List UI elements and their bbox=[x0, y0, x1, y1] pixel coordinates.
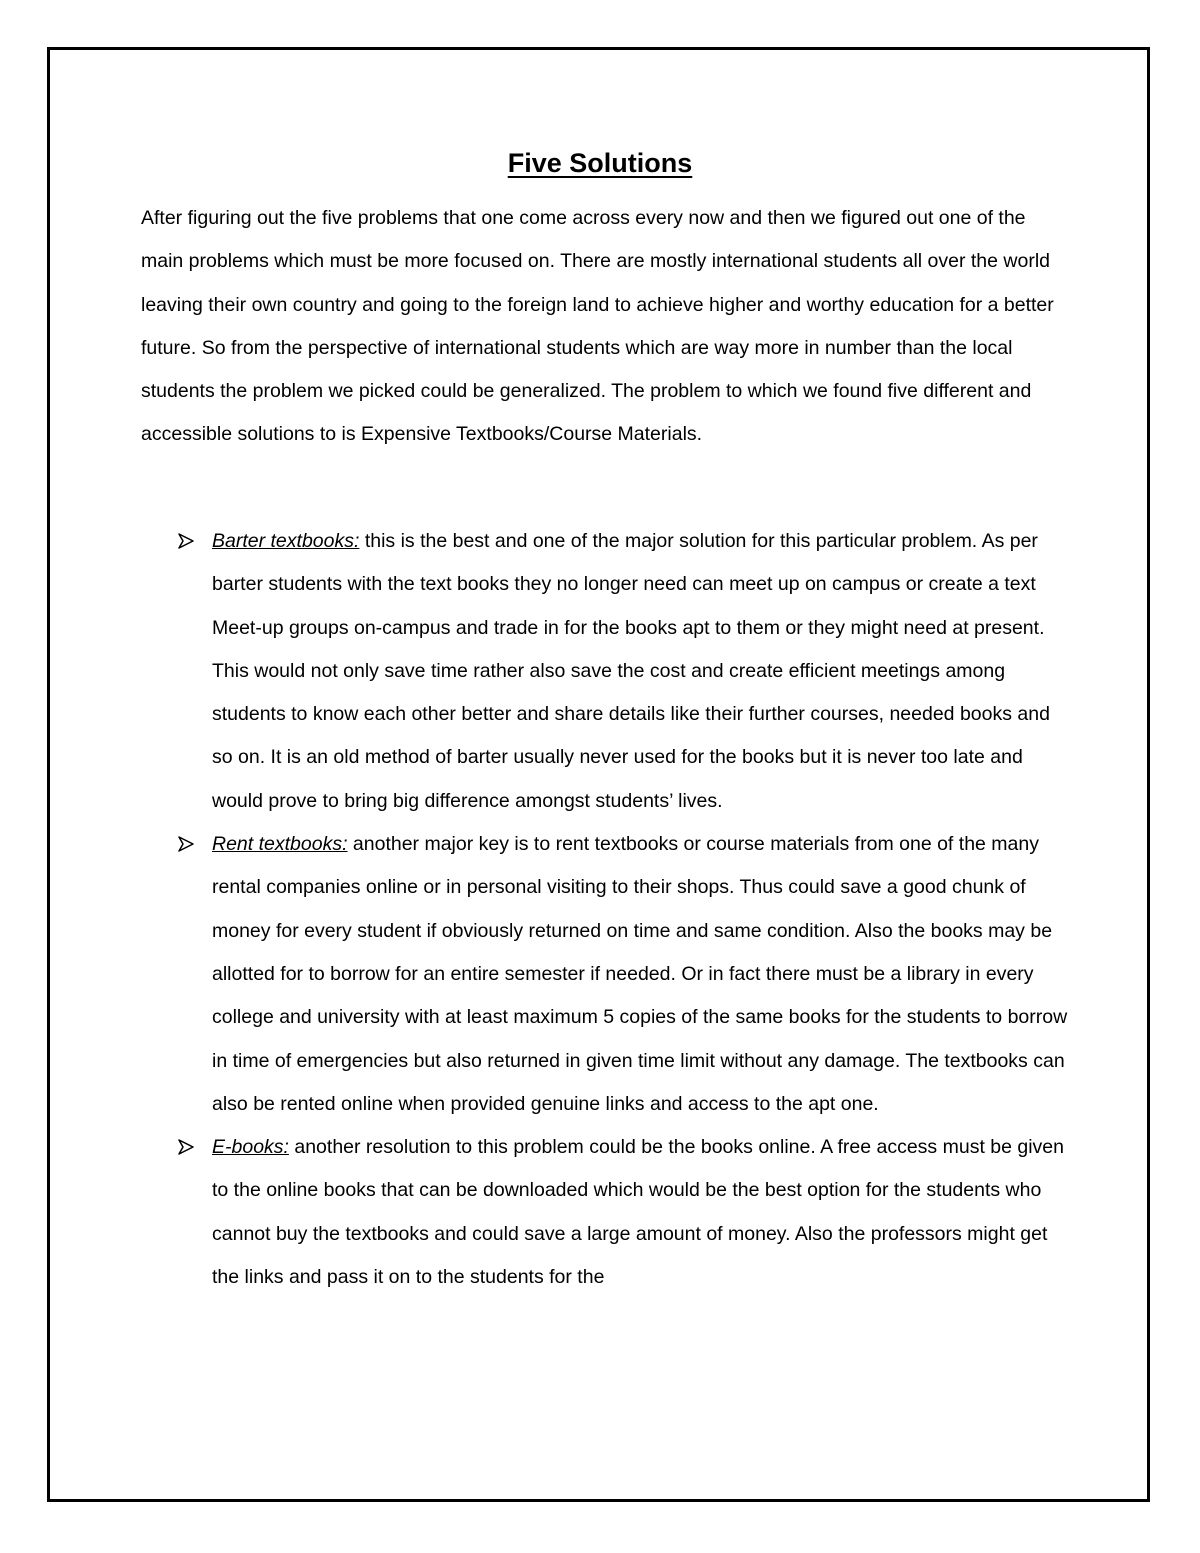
arrowhead-bullet-icon bbox=[176, 1137, 196, 1157]
solution-body: another major key is to rent textbooks or course materials from one of the many rental companies online or in personal visiting to their shops. Thus could save a good chunk of money for every student if obviously returned on time and same condition. Also the books may be allotted for to borrow for an entire semester if needed. Or in fact there must be a library in every college and university with at least maximum 5 copies of the same books for the students to borrow in time of emergencies but also returned in given time limit without any damage. The textbooks can also be rented online when provided genuine links and access to the apt one. bbox=[212, 833, 1068, 1115]
solution-item-rent bbox=[0, 823, 1200, 1126]
solution-item-ebooks bbox=[0, 1126, 1200, 1299]
solution-body: this is the best and one of the major solution for this particular problem. As per barter students with the text books they no longer need can meet up on campus or create a text Meet-up groups on-campus and trade in for the books apt to them or they might need at present. This would not only save time rather also save the cost and create efficient meetings among students to know each other better and share details like their further courses, needed books and so on. It is an old method of barter usually never used for the books but it is never too late and would prove to bring big difference amongst students’ lives. bbox=[212, 530, 1050, 812]
solutions-list bbox=[0, 520, 1200, 1299]
intro-paragraph: After figuring out the five problems that one come across every now and then we figured out one of the main problems which must be more focused on. There are mostly international students all over the world leaving their own country and going to the foreign land to achieve higher and worthy education for a better future. So from the perspective of international students which are way more in number than the local students the problem we picked could be generalized. The problem to which we found five different and accessible solutions to is Expensive Textbooks/Course Materials. bbox=[141, 207, 1054, 446]
document-title: Five Solutions bbox=[507, 148, 693, 178]
solution-label: E-books: bbox=[212, 1136, 289, 1159]
solution-label: Barter textbooks: bbox=[212, 530, 360, 552]
arrowhead-bullet-icon bbox=[176, 531, 196, 551]
solution-paragraph bbox=[212, 1126, 1072, 1299]
solution-paragraph bbox=[212, 520, 1072, 823]
solution-paragraph bbox=[212, 823, 1072, 1126]
solution-item-barter bbox=[0, 520, 1200, 823]
solution-body: another resolution to this problem could be the books online. A free access must be given to the online books that can be downloaded which would be the best option for the students who cannot buy the textbooks and could save a large amount of money. Also the professors might get the links and pass it on to the students for the bbox=[212, 1136, 1065, 1289]
solution-label: Rent textbooks: bbox=[212, 833, 348, 856]
arrowhead-bullet-icon bbox=[176, 834, 196, 854]
